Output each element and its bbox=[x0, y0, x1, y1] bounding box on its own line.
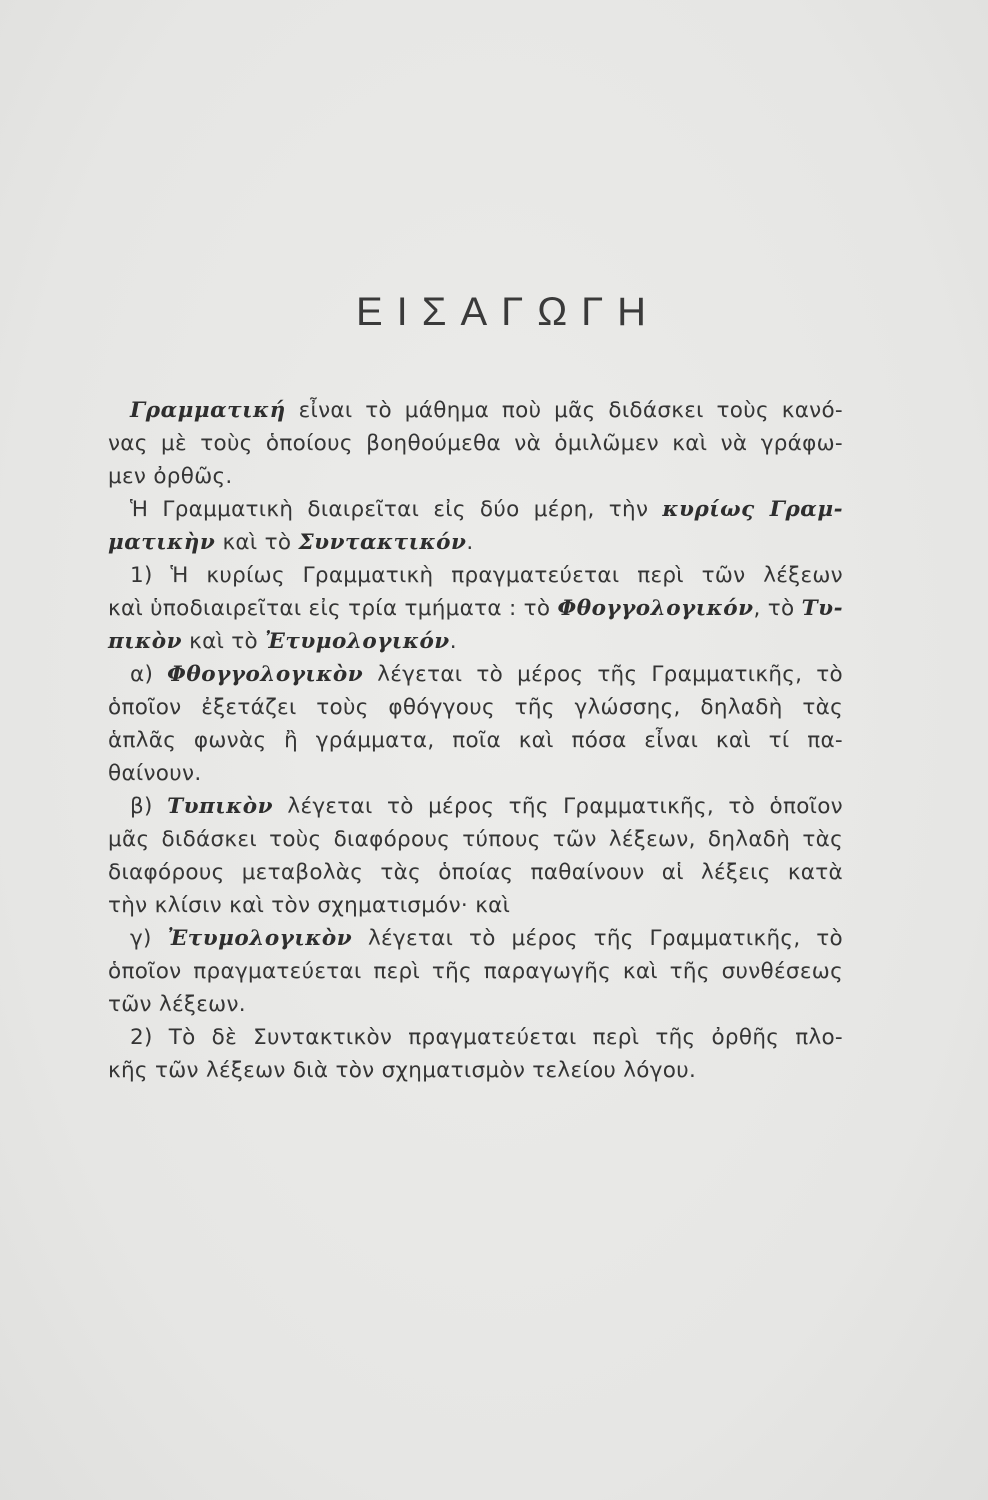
term: ματικὴν bbox=[108, 530, 216, 555]
text-line bbox=[108, 988, 843, 1021]
text-segment: νας μὲ τοὺς ὁποίους βοηθούμεθα νὰ ὁμιλῶμεν καὶ νὰ γράφω- bbox=[108, 431, 843, 456]
text-segment: καὶ ὑποδιαιρεῖται εἰς τρία τμήματα : τὸ bbox=[108, 596, 558, 621]
text-line bbox=[108, 757, 843, 790]
text-line bbox=[108, 592, 843, 625]
text-line bbox=[108, 559, 843, 592]
term: Φθογγολογικόν bbox=[557, 596, 754, 621]
text-segment: λέγεται τὸ μέρος τῆς Γραμματικῆς, τὸ bbox=[352, 926, 843, 951]
text-line bbox=[108, 625, 843, 658]
text-segment: α) bbox=[130, 662, 168, 687]
text-segment: γ) bbox=[130, 926, 168, 951]
text-segment: καὶ τὸ bbox=[215, 530, 299, 555]
text-line bbox=[108, 1021, 843, 1054]
text-segment: τῶν λέξεων. bbox=[108, 992, 246, 1017]
page-heading: ΕΙΣΑΓΩΓΗ bbox=[355, 290, 661, 334]
text-segment: λέγεται τὸ μέρος τῆς Γραμματικῆς, τὸ bbox=[363, 662, 844, 687]
term: πικὸν bbox=[108, 629, 183, 654]
text-segment: θαίνουν. bbox=[108, 761, 202, 786]
text-line bbox=[108, 493, 843, 526]
text-segment: ὁποῖον πραγματεύεται περὶ τῆς παραγωγῆς καὶ τῆς συνθέσεως bbox=[108, 959, 843, 984]
term: Συντακτικόν bbox=[298, 530, 467, 555]
text-line bbox=[108, 922, 843, 955]
body-text bbox=[108, 394, 843, 1087]
term: Φθογγολογικὸν bbox=[167, 662, 364, 687]
text-segment: Ἡ Γραμματικὴ διαιρεῖται εἰς δύο μέρη, τὴν bbox=[130, 497, 663, 522]
term: Γραμματική bbox=[130, 398, 286, 423]
text-segment: μᾶς διδάσκει τοὺς διαφόρους τύπους τῶν λέξεων, δηλαδὴ τὰς bbox=[108, 827, 843, 852]
term: Τυ- bbox=[801, 596, 843, 621]
text-line bbox=[108, 856, 843, 889]
text-segment: εἶναι τὸ μάθημα ποὺ μᾶς διδάσκει τοὺς κανό- bbox=[285, 398, 843, 423]
text-segment: λέγεται τὸ μέρος τῆς Γραμματικῆς, τὸ ὁποῖον bbox=[273, 794, 843, 819]
text-line bbox=[108, 427, 843, 460]
text-segment: . bbox=[466, 530, 474, 555]
text-segment: μεν ὀρθῶς. bbox=[108, 464, 233, 489]
text-segment: β) bbox=[130, 794, 168, 819]
text-segment: ὁποῖον ἐξετάζει τοὺς φθόγγους τῆς γλώσσης, δηλαδὴ τὰς bbox=[108, 695, 843, 720]
text-line bbox=[108, 955, 843, 988]
term: Ἐτυμολογικὸν bbox=[167, 926, 353, 951]
text-line bbox=[108, 691, 843, 724]
text-segment: 1) Ἡ κυρίως Γραμματικὴ πραγματεύεται περὶ τῶν λέξεων bbox=[130, 563, 843, 588]
text-segment: 2) Τὸ δὲ Συντακτικὸν πραγματεύεται περὶ τῆς ὀρθῆς πλο- bbox=[130, 1025, 843, 1050]
text-line bbox=[108, 1054, 843, 1087]
term: κυρίως Γραμ- bbox=[662, 497, 843, 522]
text-line bbox=[108, 724, 843, 757]
text-line bbox=[108, 889, 843, 922]
text-segment: . bbox=[449, 629, 457, 654]
text-segment: διαφόρους μεταβολὰς τὰς ὁποίας παθαίνουν αἱ λέξεις κατὰ bbox=[108, 860, 843, 885]
text-segment: ἁπλᾶς φωνὰς ἢ γράμματα, ποῖα καὶ πόσα εἶναι καὶ τί πα- bbox=[108, 728, 843, 753]
text-line bbox=[108, 460, 843, 493]
text-line bbox=[108, 526, 843, 559]
text-segment: καὶ τὸ bbox=[182, 629, 266, 654]
text-segment: , τὸ bbox=[753, 596, 802, 621]
text-line bbox=[108, 823, 843, 856]
text-segment: τὴν κλίσιν καὶ τὸν σχηματισμόν· καὶ bbox=[108, 893, 511, 918]
text-segment: κῆς τῶν λέξεων διὰ τὸν σχηματισμὸν τελείου λόγου. bbox=[108, 1058, 697, 1083]
term: Τυπικὸν bbox=[167, 794, 274, 819]
text-line bbox=[108, 658, 843, 691]
text-line bbox=[108, 394, 843, 427]
term: Ἐτυμολογικόν bbox=[265, 629, 450, 654]
text-line bbox=[108, 790, 843, 823]
